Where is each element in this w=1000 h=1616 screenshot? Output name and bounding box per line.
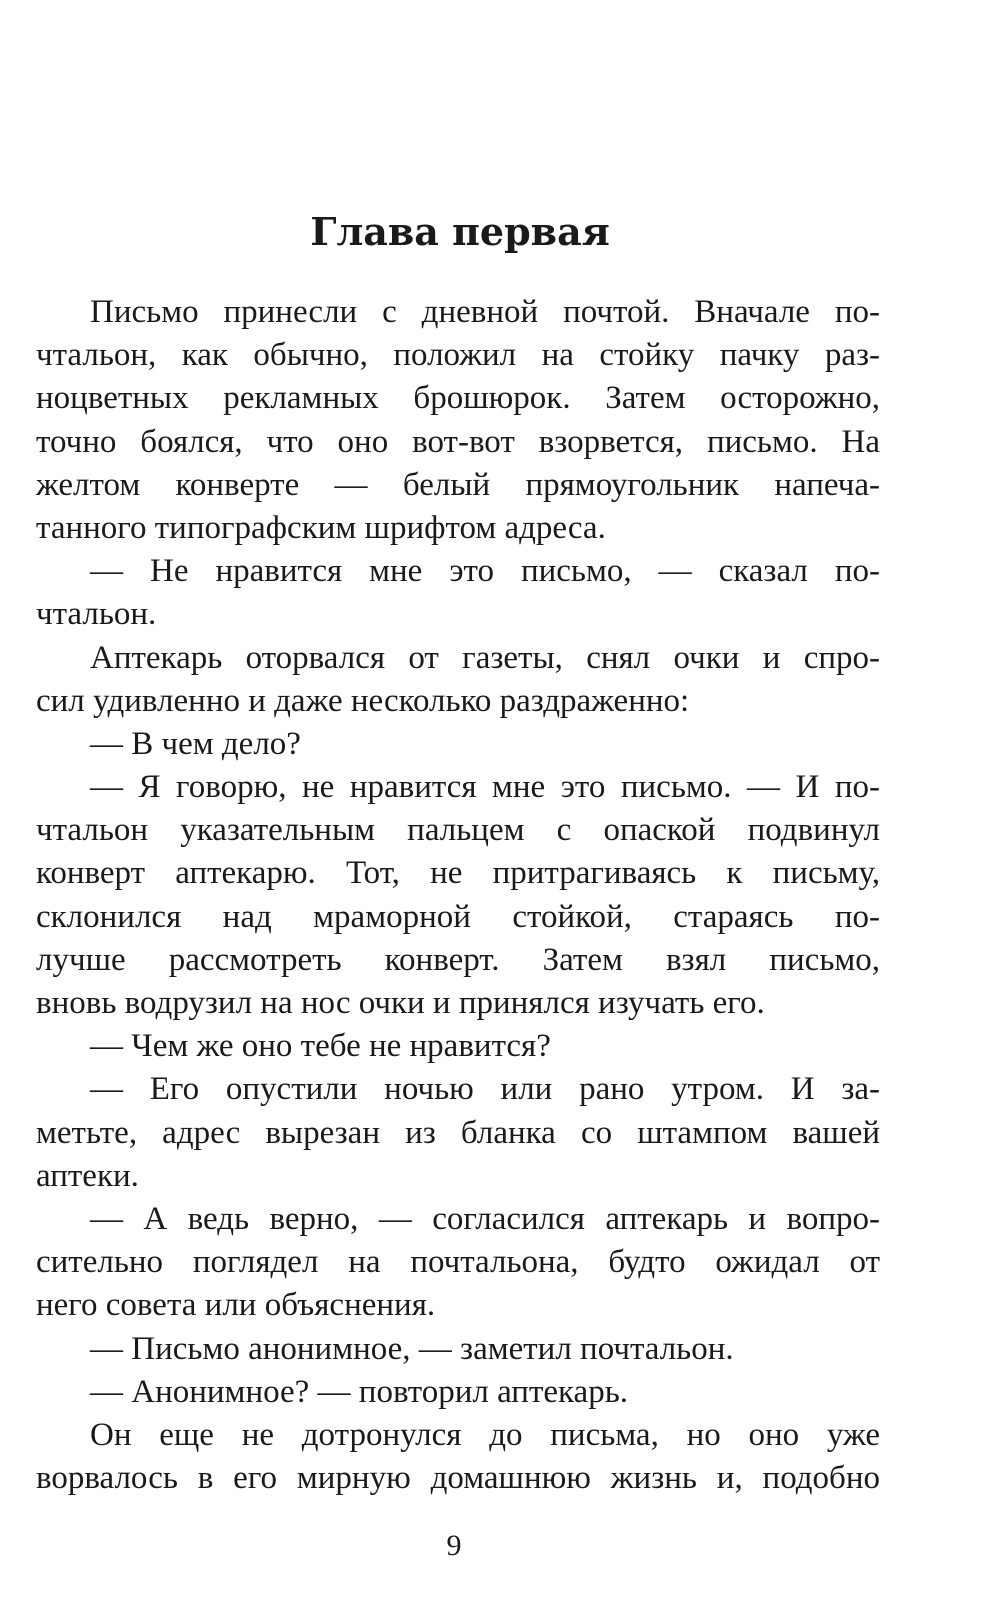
text-line: чтальон.: [36, 596, 157, 633]
text-line: — Я говорю, не нравится мне это письмо. — И по-: [90, 769, 880, 806]
text-line: — В чем дело?: [90, 725, 301, 762]
text-line: точно боялся, что оно вот-вот взорвется, письмо. На: [36, 423, 880, 460]
text-line: — Анонимное? — повторил аптекарь.: [90, 1373, 629, 1410]
text-line: сил удивленно и даже несколько раздраженно:: [36, 682, 690, 719]
chapter-body: [36, 291, 1000, 1500]
text-line: конверт аптекарю. Тот, не притрагиваясь к письму,: [36, 855, 880, 892]
text-line: склонился над мраморной стойкой, стараясь по-: [36, 898, 880, 935]
text-line: Он еще не дотронулся до письма, но оно уже: [90, 1416, 880, 1453]
text-line: желтом конверте — белый прямоугольник напеча-: [36, 466, 880, 503]
chapter-title: Глава первая: [310, 209, 610, 254]
text-line: сительно поглядел на почтальона, будто ожидал от: [36, 1244, 880, 1281]
text-line: Аптекарь оторвался от газеты, снял очки и спро-: [90, 639, 880, 676]
text-line: лучше рассмотреть конверт. Затем взял письмо,: [36, 941, 880, 978]
text-line: аптеки.: [36, 1157, 139, 1194]
text-line: вновь водрузил на нос очки и принялся изучать его.: [36, 985, 765, 1021]
text-line: него совета или объяснения.: [36, 1287, 436, 1324]
text-line: — Его опустили ночью или рано утром. И за-: [90, 1071, 880, 1108]
text-line: чтальон, как обычно, положил на стойку пачку раз-: [36, 337, 880, 374]
text-line: чтальон указательным пальцем с опаской подвинул: [36, 812, 880, 849]
text-line: метьте, адрес вырезан из бланка со штампом вашей: [36, 1114, 880, 1151]
text-line: — Письмо анонимное, — заметил почтальон.: [90, 1330, 734, 1367]
text-line: танного типографским шрифтом адреса.: [36, 509, 606, 546]
page-number: 9: [446, 1529, 462, 1562]
text-line: Письмо принесли с дневной почтой. Вначале по-: [90, 294, 880, 330]
text-line: — Не нравится мне это письмо, — сказал по-: [90, 553, 880, 590]
text-line: ворвалось в его мирную домашнюю жизнь и, подобно: [36, 1460, 880, 1497]
text-line: ноцветных рекламных брошюрок. Затем осторожно,: [36, 380, 880, 417]
text-line: — А ведь верно, — согласился аптекарь и вопро-: [90, 1200, 880, 1237]
text-line: — Чем же оно тебе не нравится?: [90, 1028, 551, 1065]
